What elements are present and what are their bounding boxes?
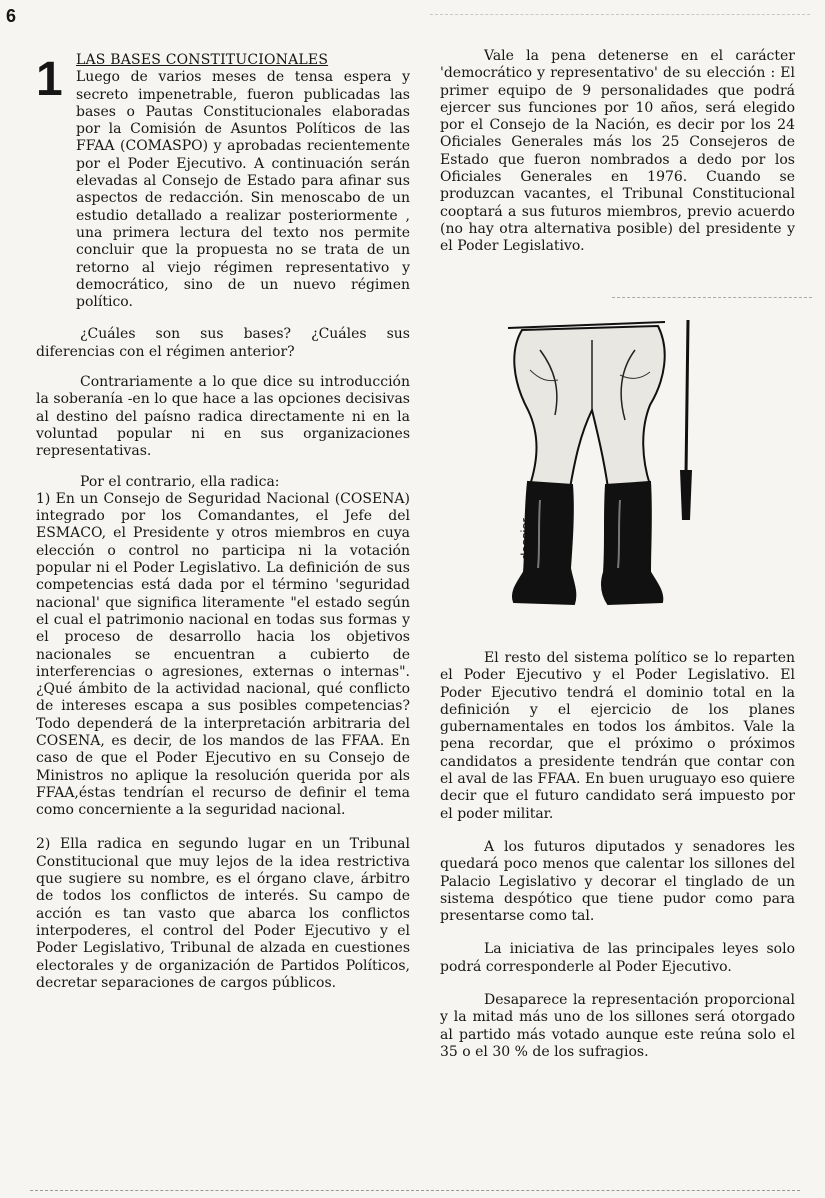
paragraph: Desaparece la representación proporcional y la mitad más uno de los sillones será otorgado al partido más votado aunque este reúna solo el 35 o el 30 % de los sufragios. xyxy=(440,992,795,1060)
paragraph: Contrariamente a lo que dice su introducción la soberanía -en lo que hace a las opciones decisivas al destino del paísno radica directamente ni en la voluntad popular ni en sus organizaciones representativas. xyxy=(36,374,410,460)
boots-cartoon-illustration xyxy=(500,310,730,620)
paragraph: 2) Ella radica en segundo lugar en un Tribunal Constitucional que muy lejos de la idea restrictiva que sugiere su nombre, es el órgano clave, árbitro de todos los conflictos de interés. Su campo de acción es tan vasto que abarca los conflictos interpoderes, el control del Poder Ejecutivo y el Poder Legislativo, Tribunal de alzada en cuestiones electorales y de organización de Partidos Políticos, decretar separaciones de cargos públicos. xyxy=(36,836,410,991)
paragraph: La iniciativa de las principales leyes solo podrá corresponderle al Poder Ejecutivo. xyxy=(440,941,795,975)
paragraph: Por el contrario, ella radica: xyxy=(80,473,280,490)
paragraph: El resto del sistema político se lo reparten el Poder Ejecutivo y el Poder Legislativo. El Poder Ejecutivo tendrá el dominio total en la definición y el ejercicio de los planes gubernamentales en todos los ámbitos. Vale la pena recordar, que el próximo o próximos candidatos a presidente tendrán que contar con el aval de las FFAA. En buen uruguayo eso quiere decir que el futuro candidato será impuesto por el poder militar. xyxy=(440,650,795,822)
right-column-top xyxy=(440,48,795,269)
top-rule xyxy=(430,14,810,15)
page-number: 6 xyxy=(6,6,17,26)
section-heading xyxy=(36,52,410,311)
paragraph: ¿Cuáles son sus bases? ¿Cuáles sus diferencias con el régimen anterior? xyxy=(36,326,410,360)
bottom-rule xyxy=(30,1190,800,1191)
paragraph: Luego de varios meses de tensa espera y secreto impenetrable, fueron publicadas las bases o Pautas Constitucionales elaboradas por la Comisión de Asuntos Políticos de las FFAA (COMASPO) y aprobadas recientemente por el Poder Ejecutivo. A continuación serán elevadas al Consejo de Estado para afinar sus aspectos de redacción. Sin menoscabo de un estudio detallado a realizar posteriormente , una primera lectura del texto nos permite concluir que la propuesta no se trata de un retorno al viejo régimen representativo y democrático, sino de un nuevo régimen político. xyxy=(76,69,410,311)
artist-signature: dossier xyxy=(518,518,533,560)
right-column-bottom xyxy=(440,650,795,1074)
paragraph: 1) En un Consejo de Seguridad Nacional (COSENA) integrado por los Comandantes, el Jefe del ESMACO, el Presidente y otros miembros en cuya elección o control no participa ni la votación popular ni el Poder Legislativo. La definición de sus competencias está dada por el término 'seguridad nacional' que significa literamente "el estado según el cual el patrimonio nacional en todas sus formas y el proceso de desarrollo hacia los objetivos nacionales se encuentran a cubierto de interferencias o agresiones, externas o internas". ¿Qué ámbito de la actividad nacional, qué conflicto de intereses escapa a sus posibles competencias? Todo dependerá de la interpretación arbitraria del COSENA, es decir, de los mandos de las FFAA. En caso de que el Poder Ejecutivo en su Consejo de Ministros no aplique la resolución querida por als FFAA,éstas tendrían el recurso de definir el tema como concerniente a la seguridad nacional. xyxy=(36,490,410,819)
paragraph: Vale la pena detenerse en el carácter 'democrático y representativo' de su elección : El primer equipo de 9 personalidades que podrá ejercer sus funciones por 10 años, será elegido por el Consejo de la Nación, es decir por los 24 Oficiales Generales más los 25 Consejeros de Estado que fueron nombrados a dedo por los Oficiales Generales en 1976. Cuando se produzcan vacantes, el Tribunal Constitucional cooptará a sus futuros miembros, previo acuerdo (no hay otra alternativa posible) del presidente y el Poder Legislativo. xyxy=(440,48,795,255)
paragraph: A los futuros diputados y senadores les quedará poco menos que calentar los sillones del Palacio Legislativo y decorar el tinglado de un sistema despótico que tiene pudor como para presentarse como tal. xyxy=(440,838,795,925)
section-title: LAS BASES CONSTITUCIONALES xyxy=(76,52,329,68)
boots-drawing xyxy=(500,310,730,620)
divider xyxy=(612,297,812,298)
left-column xyxy=(36,52,410,1005)
section-number: 1 xyxy=(36,53,63,106)
